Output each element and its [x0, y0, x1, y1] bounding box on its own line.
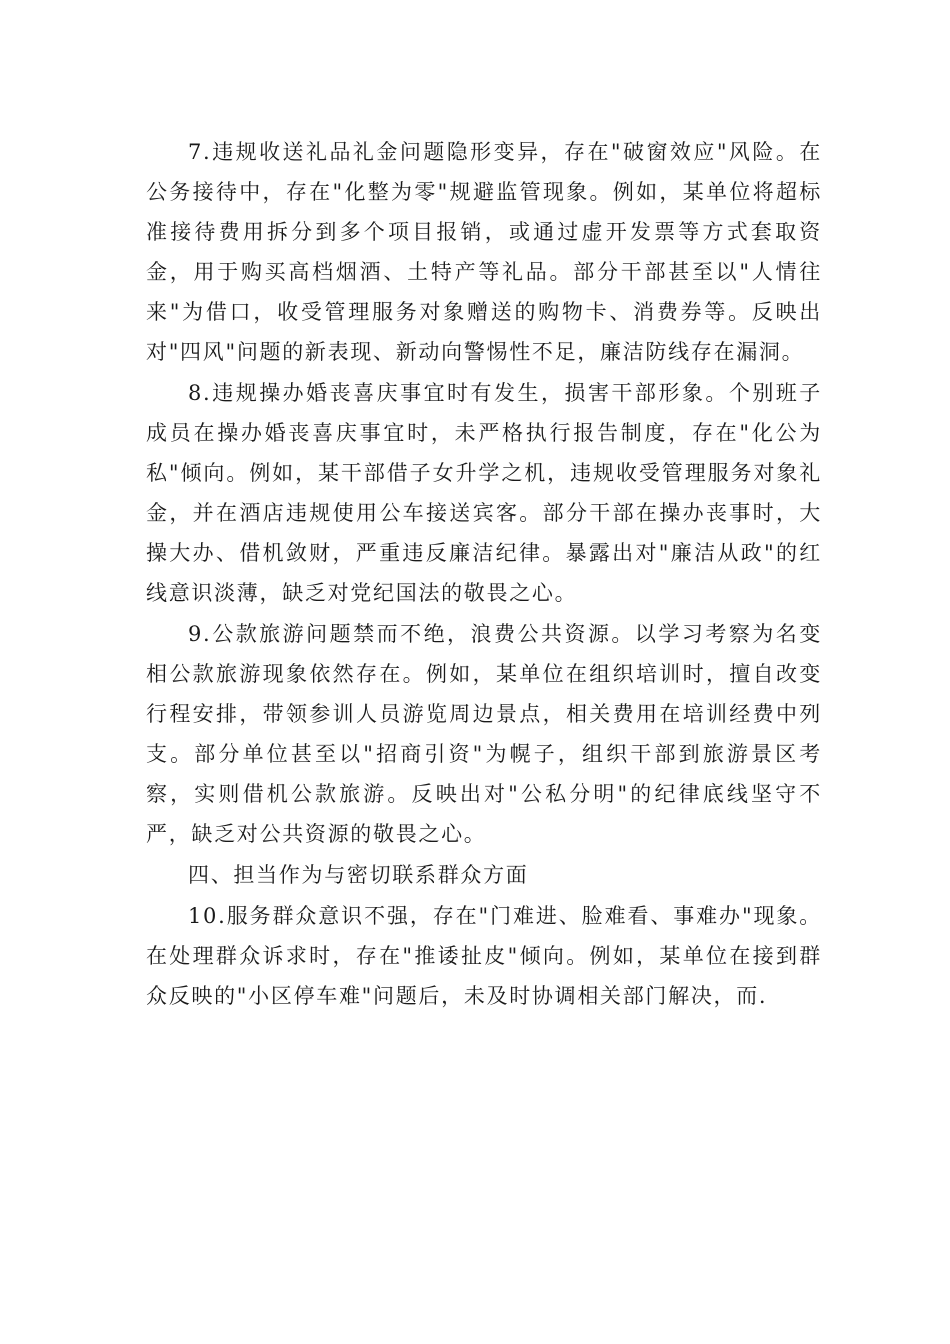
paragraph-8: 8.违规操办婚丧喜庆事宜时有发生，损害干部形象。个别班子成员在操办婚丧喜庆事宜时，未严格执行报告制度，存在"化公为私"倾向。例如，某干部借子女升学之机，违规收受管理服务对象礼金，并在酒店违规使用公车接送宾客。部分干部在操办丧事时，大操大办、借机敛财，严重违反廉洁纪律。暴露出对"廉洁从政"的红线意识淡薄，缺乏对党纪国法的敬畏之心。	[146, 381, 822, 605]
paragraph-10: 10.服务群众意识不强，存在"门难进、脸难看、事难办"现象。在处理群众诉求时，存在"推诿扯皮"倾向。例如，某单位在接到群众反映的"小区停车难"问题后，未及时协调相关部门解决，而.	[146, 904, 822, 1008]
section-heading-4: 四、担当作为与密切联系群众方面	[188, 863, 529, 887]
paragraph-9: 9.公款旅游问题禁而不绝，浪费公共资源。以学习考察为名变相公款旅游现象依然存在。例如，某单位在组织培训时，擅自改变行程安排，带领参训人员游览周边景点，相关费用在培训经费中列支。部分单位甚至以"招商引资"为幌子，组织干部到旅游景区考察，实则借机公款旅游。反映出对"公私分明"的纪律底线坚守不严，缺乏对公共资源的敬畏之心。	[146, 622, 822, 846]
paragraph-7: 7.违规收送礼品礼金问题隐形变异，存在"破窗效应"风险。在公务接待中，存在"化整为零"规避监管现象。例如，某单位将超标准接待费用拆分到多个项目报销，或通过虚开发票等方式套取资金，用于购买高档烟酒、土特产等礼品。部分干部甚至以"人情往来"为借口，收受管理服务对象赠送的购物卡、消费券等。反映出对"四风"问题的新表现、新动向警惕性不足，廉洁防线存在漏洞。	[146, 140, 822, 364]
document-body	[146, 132, 822, 1017]
